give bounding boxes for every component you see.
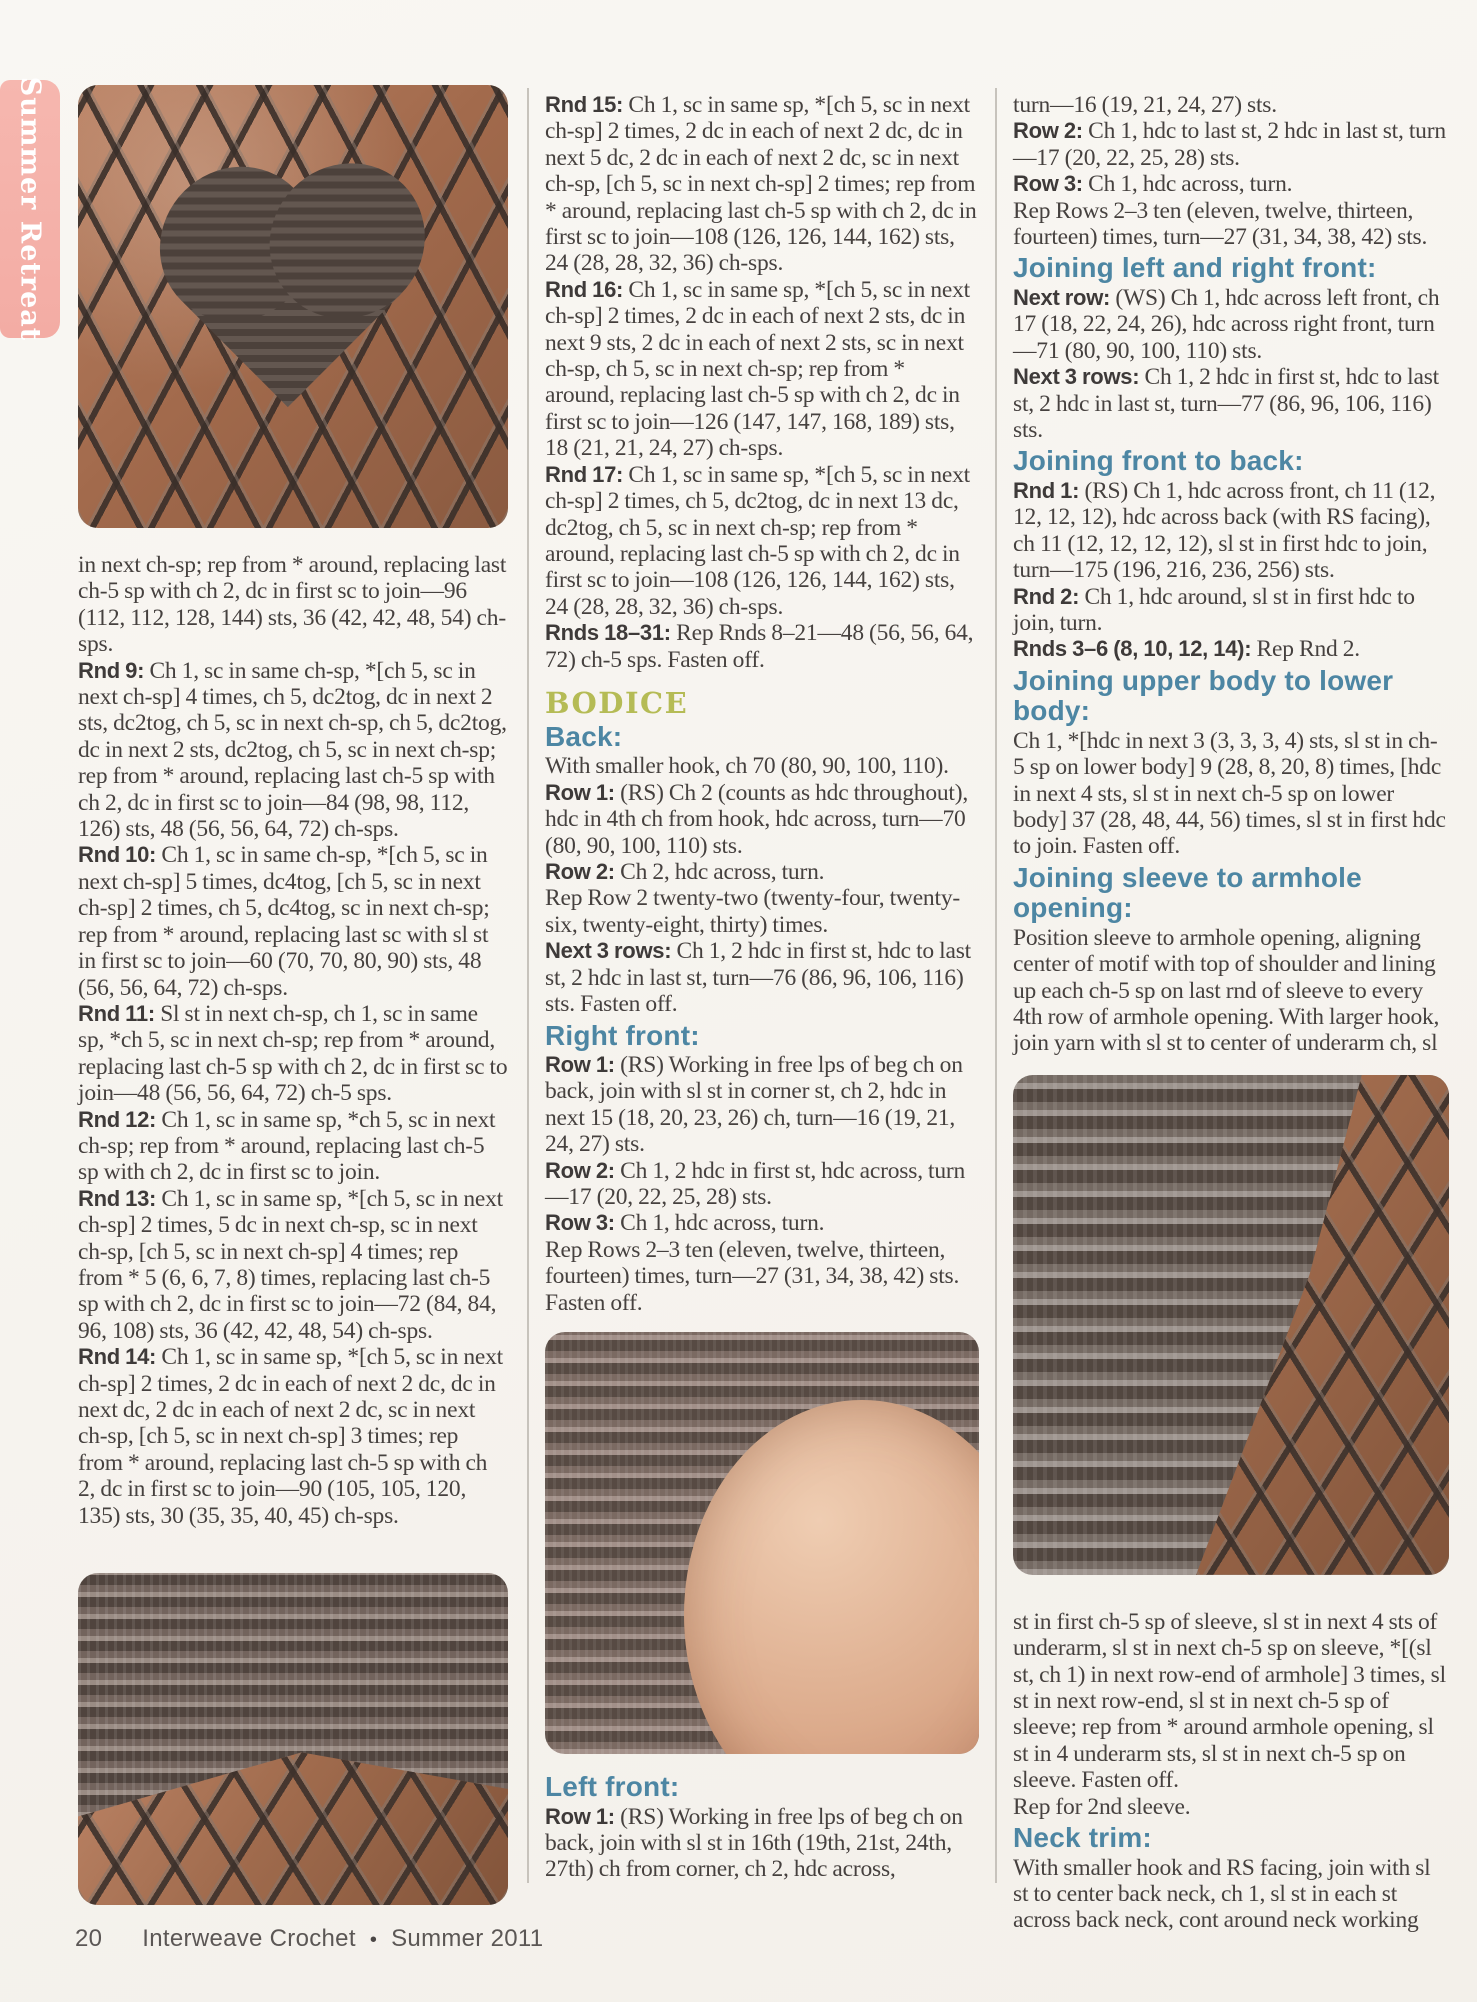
magazine-title: Interweave Crochet: [142, 1925, 356, 1952]
sub-heading: Joining sleeve to armhole opening:: [1013, 861, 1362, 924]
column-left: [78, 85, 508, 1905]
pattern-paragraph: Rnd 10: Ch 1, sc in same ch-sp, *[ch 5, sc in next ch-sp] 5 times, dc4tog, [ch 5, sc in next ch-sp] 2 times, ch 5, dc4tog, sc in next ch-sp; rep from * around, replacing last sc with sl st in first sc to join—60 (70, 70, 80, 90) sts, 48 (56, 56, 64, 72) ch-sps.: [78, 842, 490, 1001]
pattern-paragraph: Rnd 15: Ch 1, sc in same sp, *[ch 5, sc in next ch-sp] 2 times, 2 dc in each of next 2 dc, dc in next 5 dc, 2 dc in each of next 2 dc, sc in next ch-sp, [ch 5, sc in next ch-sp] 2 times; rep from * around, replacing last ch-5 sp with ch 2, dc in first sc to join—108 (126, 126, 144, 162) sts, 24 (28, 28, 32, 36) ch-sps.: [545, 92, 977, 277]
pattern-paragraph: Rnd 11: Sl st in next ch-sp, ch 1, sc in same sp, *ch 5, sc in next ch-sp; rep from * around, replacing last ch-5 sp with ch 2, dc in first sc to join—48 (56, 56, 64, 72) ch-5 sps.: [78, 1000, 508, 1107]
pattern-paragraph: Rnds 3–6 (8, 10, 12, 14): Rep Rnd 2.: [1013, 636, 1360, 663]
pattern-paragraph: Next 3 rows: Ch 1, 2 hdc in first st, hdc to last st, 2 hdc in last st, turn—76 (86, 96, 106, 116) sts. Fasten off.: [545, 938, 971, 1018]
sub-heading: Neck trim:: [1013, 1822, 1152, 1854]
sub-heading: Left front:: [545, 1771, 680, 1803]
pattern-paragraph: Row 1: (RS) Working in free lps of beg ch on back, join with sl st in corner st, ch 2, hdc in next 15 (18, 20, 23, 26) ch, turn—16 (19, 21, 24, 27) sts.: [545, 1052, 963, 1158]
pattern-paragraph: Position sleeve to armhole opening, aligning center of motif with top of shoulder and lining up each ch-5 sp on last rnd of sleeve to every 4th row of armhole opening. With larger hook, join yarn with sl st to center of underarm ch, sl: [1013, 924, 1440, 1057]
page-footer: [75, 1925, 543, 1953]
sub-heading: Joining front to back:: [1013, 445, 1304, 477]
instruction-label: Rnd 10:: [78, 842, 162, 868]
pattern-paragraph: Rep for 2nd sleeve.: [1013, 1793, 1191, 1820]
pattern-paragraph: Rnd 12: Ch 1, sc in same sp, *ch 5, sc in next ch-sp; rep from * around, replacing last ch-5 sp with ch 2, dc in first sc to join.: [78, 1106, 496, 1186]
instruction-label: Row 1:: [545, 779, 621, 805]
column-right: [1013, 92, 1449, 1934]
instruction-label: Rnd 14:: [78, 1344, 162, 1370]
pattern-paragraph: Next row: (WS) Ch 1, hdc across left front, ch 17 (18, 22, 24, 26), hdc across right front, turn—71 (80, 90, 100, 110) sts.: [1013, 284, 1440, 364]
column-divider-left: [527, 88, 529, 1883]
instruction-label: Rnd 9:: [78, 657, 150, 683]
page-number: 20: [75, 1925, 103, 1952]
instruction-label: Rnd 15:: [545, 92, 629, 117]
pattern-paragraph: Rnds 18–31: Rep Rnds 8–21—48 (56, 56, 64, 72) ch-5 sps. Fasten off.: [545, 620, 974, 673]
pattern-paragraph: turn—16 (19, 21, 24, 27) sts.: [1013, 92, 1277, 118]
fabric-and-mesh-swatch-photo: [78, 1573, 508, 1905]
instruction-label: Row 2:: [545, 1157, 621, 1183]
instruction-label: Rnd 11:: [78, 1000, 161, 1026]
column-middle: [545, 92, 979, 1883]
instruction-label: Rnds 18–31:: [545, 620, 677, 646]
pattern-paragraph: Row 3: Ch 1, hdc across, turn.: [545, 1210, 825, 1237]
pattern-paragraph: Row 2: Ch 1, hdc to last st, 2 hdc in last st, turn—17 (20, 22, 25, 28) sts.: [1013, 118, 1446, 171]
pattern-paragraph: Rnd 13: Ch 1, sc in same sp, *[ch 5, sc in next ch-sp] 2 times, 5 dc in next ch-sp, sc in next ch-sp, [ch 5, sc in next ch-sp] 4 times; rep from * 5 (6, 6, 7, 8) times, replacing last ch-5 sp with ch 2, dc in first sc to join—72 (84, 84, 96, 108) sts, 36 (42, 42, 48, 54) ch-sps.: [78, 1185, 503, 1344]
pattern-paragraph: Rep Rows 2–3 ten (eleven, twelve, thirteen, fourteen) times, turn—27 (31, 34, 38, 42) sts. Fasten off.: [545, 1236, 960, 1316]
pattern-paragraph: Row 1: (RS) Working in free lps of beg ch on back, join with sl st in 16th (19th, 21st, 24th, 27th) ch from corner, ch 2, hdc across,: [545, 1803, 963, 1883]
pattern-paragraph: With smaller hook, ch 70 (80, 90, 100, 110).: [545, 753, 949, 780]
footer-bullet: •: [369, 1929, 378, 1951]
column-divider-right: [995, 88, 997, 1883]
instruction-label: Rnd 1:: [1013, 477, 1085, 503]
pattern-paragraph: Rnd 2: Ch 1, hdc around, sl st in first hdc to join, turn.: [1013, 583, 1415, 636]
sleeve-join-photo: [1013, 1075, 1449, 1575]
pattern-paragraph: Rnd 14: Ch 1, sc in same sp, *[ch 5, sc in next ch-sp] 2 times, 2 dc in each of next 2 dc, dc in next dc, 2 dc in each of next 2 dc, sc in next ch-sp, [ch 5, sc in next ch-sp] 3 times; rep from * around, replacing last ch-5 sp with ch 2, dc in first sc to join—90 (105, 105, 120, 135) sts, 30 (35, 35, 40, 45) ch-sps.: [78, 1344, 503, 1529]
section-heading: BODICE: [545, 685, 689, 720]
instruction-label: Next 3 rows:: [1013, 364, 1145, 390]
pattern-paragraph: Rnd 9: Ch 1, sc in same ch-sp, *[ch 5, sc in next ch-sp] 4 times, ch 5, dc2tog, dc in next 2 sts, dc2tog, ch 5, sc in next ch-sp, ch 5, dc2tog, dc in next 2 sts, dc2tog, ch 5, sc in next ch-sp; rep from * around, replacing last ch-5 sp with ch 2, dc in first sc to join—84 (98, 98, 112, 126) sts, 48 (56, 56, 64, 72) ch-sps.: [78, 657, 507, 843]
instruction-label: Row 2:: [545, 859, 621, 885]
bodice-armhole-photo: [545, 1332, 979, 1754]
section-tab-label: Summer Retreat: [14, 76, 46, 342]
sub-heading: Right front:: [545, 1019, 700, 1051]
pattern-paragraph: Rnd 17: Ch 1, sc in same sp, *[ch 5, sc in next ch-sp] 2 times, ch 5, dc2tog, dc in next 13 dc, dc2tog, ch 5, sc in next ch-sp; rep from * around, replacing last ch-5 sp with ch 2, dc in first sc to join—108 (126, 126, 144, 162) sts, 24 (28, 28, 32, 36) ch-sps.: [545, 461, 970, 620]
instruction-label: Rnd 2:: [1013, 583, 1085, 609]
mesh-heart-swatch-photo: [78, 85, 508, 528]
pattern-paragraph: Rnd 1: (RS) Ch 1, hdc across front, ch 11 (12, 12, 12, 12), hdc across back (with RS facing), ch 11 (12, 12, 12, 12), sl st in first hdc to join, turn—175 (196, 216, 236, 256) sts.: [1013, 477, 1436, 584]
pattern-paragraph: st in first ch-5 sp of sleeve, sl st in next 4 sts of underarm, sl st in next ch-5 sp on sleeve, *[(sl st, ch 1) in next row-end of armhole] 3 times, sl st in next row-end, sl st in next ch-5 sp of sleeve; rep from * around armhole opening, sl st in 4 underarm sts, sl st in next ch-5 sp on sleeve. Fasten off.: [1013, 1608, 1446, 1794]
pattern-paragraph: Row 2: Ch 2, hdc across, turn.: [545, 859, 825, 886]
instruction-label: Row 3:: [545, 1210, 621, 1236]
pattern-paragraph: Ch 1, *[hdc in next 3 (3, 3, 3, 4) sts, sl st in ch-5 sp on lower body] 9 (28, 8, 20, 8) times, [hdc in next 4 sts, sl st in next ch-5 sp on lower body] 37 (28, 48, 44, 56) times, sl st in first hdc to join. Fasten off.: [1013, 727, 1446, 860]
pattern-paragraph: Rnd 16: Ch 1, sc in same sp, *[ch 5, sc in next ch-sp] 2 times, 2 dc in each of next 2 sts, dc in next 9 sts, 2 dc in each of next 2 sts, sc in next ch-sp, ch 5, sc in next ch-sp; rep from * around, replacing last ch-5 sp with ch 2, dc in first sc to join—126 (147, 147, 168, 189) sts, 18 (21, 21, 24, 27) ch-sps.: [545, 276, 970, 462]
pattern-paragraph: With smaller hook and RS facing, join with sl st to center back neck, ch 1, sl st in each st across back neck, cont around neck working: [1013, 1854, 1431, 1934]
sub-heading: Back:: [545, 720, 623, 752]
sub-heading: Joining upper body to lower body:: [1013, 664, 1394, 727]
instruction-label: Rnd 16:: [545, 276, 629, 302]
pattern-paragraph: Row 1: (RS) Ch 2 (counts as hdc throughout), hdc in 4th ch from hook, hdc across, turn—70 (80, 90, 100, 110) sts.: [545, 779, 969, 859]
instruction-label: Rnd 17:: [545, 461, 629, 487]
issue-label: Summer 2011: [391, 1925, 544, 1952]
instruction-label: Row 1:: [545, 1803, 621, 1829]
section-tab: [0, 76, 60, 342]
pattern-paragraph: Rep Row 2 twenty-two (twenty-four, twenty-six, twenty-eight, thirty) times.: [545, 885, 960, 938]
instruction-label: Next row:: [1013, 284, 1116, 310]
pattern-paragraph: Next 3 rows: Ch 1, 2 hdc in first st, hdc to last st, 2 hdc in last st, turn—77 (86, 96, 106, 116) sts.: [1013, 364, 1439, 443]
instruction-label: Row 1:: [545, 1052, 621, 1077]
instruction-label: Row 2:: [1013, 118, 1089, 144]
instruction-label: Next 3 rows:: [545, 938, 677, 964]
instruction-label: Rnd 12:: [78, 1106, 162, 1132]
pattern-paragraph: Row 2: Ch 1, 2 hdc in first st, hdc across, turn—17 (20, 22, 25, 28) sts.: [545, 1157, 966, 1211]
instruction-label: Row 3:: [1013, 171, 1089, 197]
pattern-paragraph: in next ch-sp; rep from * around, replacing last ch-5 sp with ch 2, dc in first sc to join—96 (112, 112, 128, 144) sts, 36 (42, 42, 48, 54) ch-sps.: [78, 552, 507, 658]
instruction-label: Rnd 13:: [78, 1185, 162, 1211]
pattern-paragraph: Rep Rows 2–3 ten (eleven, twelve, thirteen, fourteen) times, turn—27 (31, 34, 38, 42) sts.: [1013, 197, 1428, 251]
pattern-paragraph: Row 3: Ch 1, hdc across, turn.: [1013, 171, 1293, 198]
instruction-label: Rnds 3–6 (8, 10, 12, 14):: [1013, 636, 1257, 662]
sub-heading: Joining left and right front:: [1013, 252, 1377, 284]
